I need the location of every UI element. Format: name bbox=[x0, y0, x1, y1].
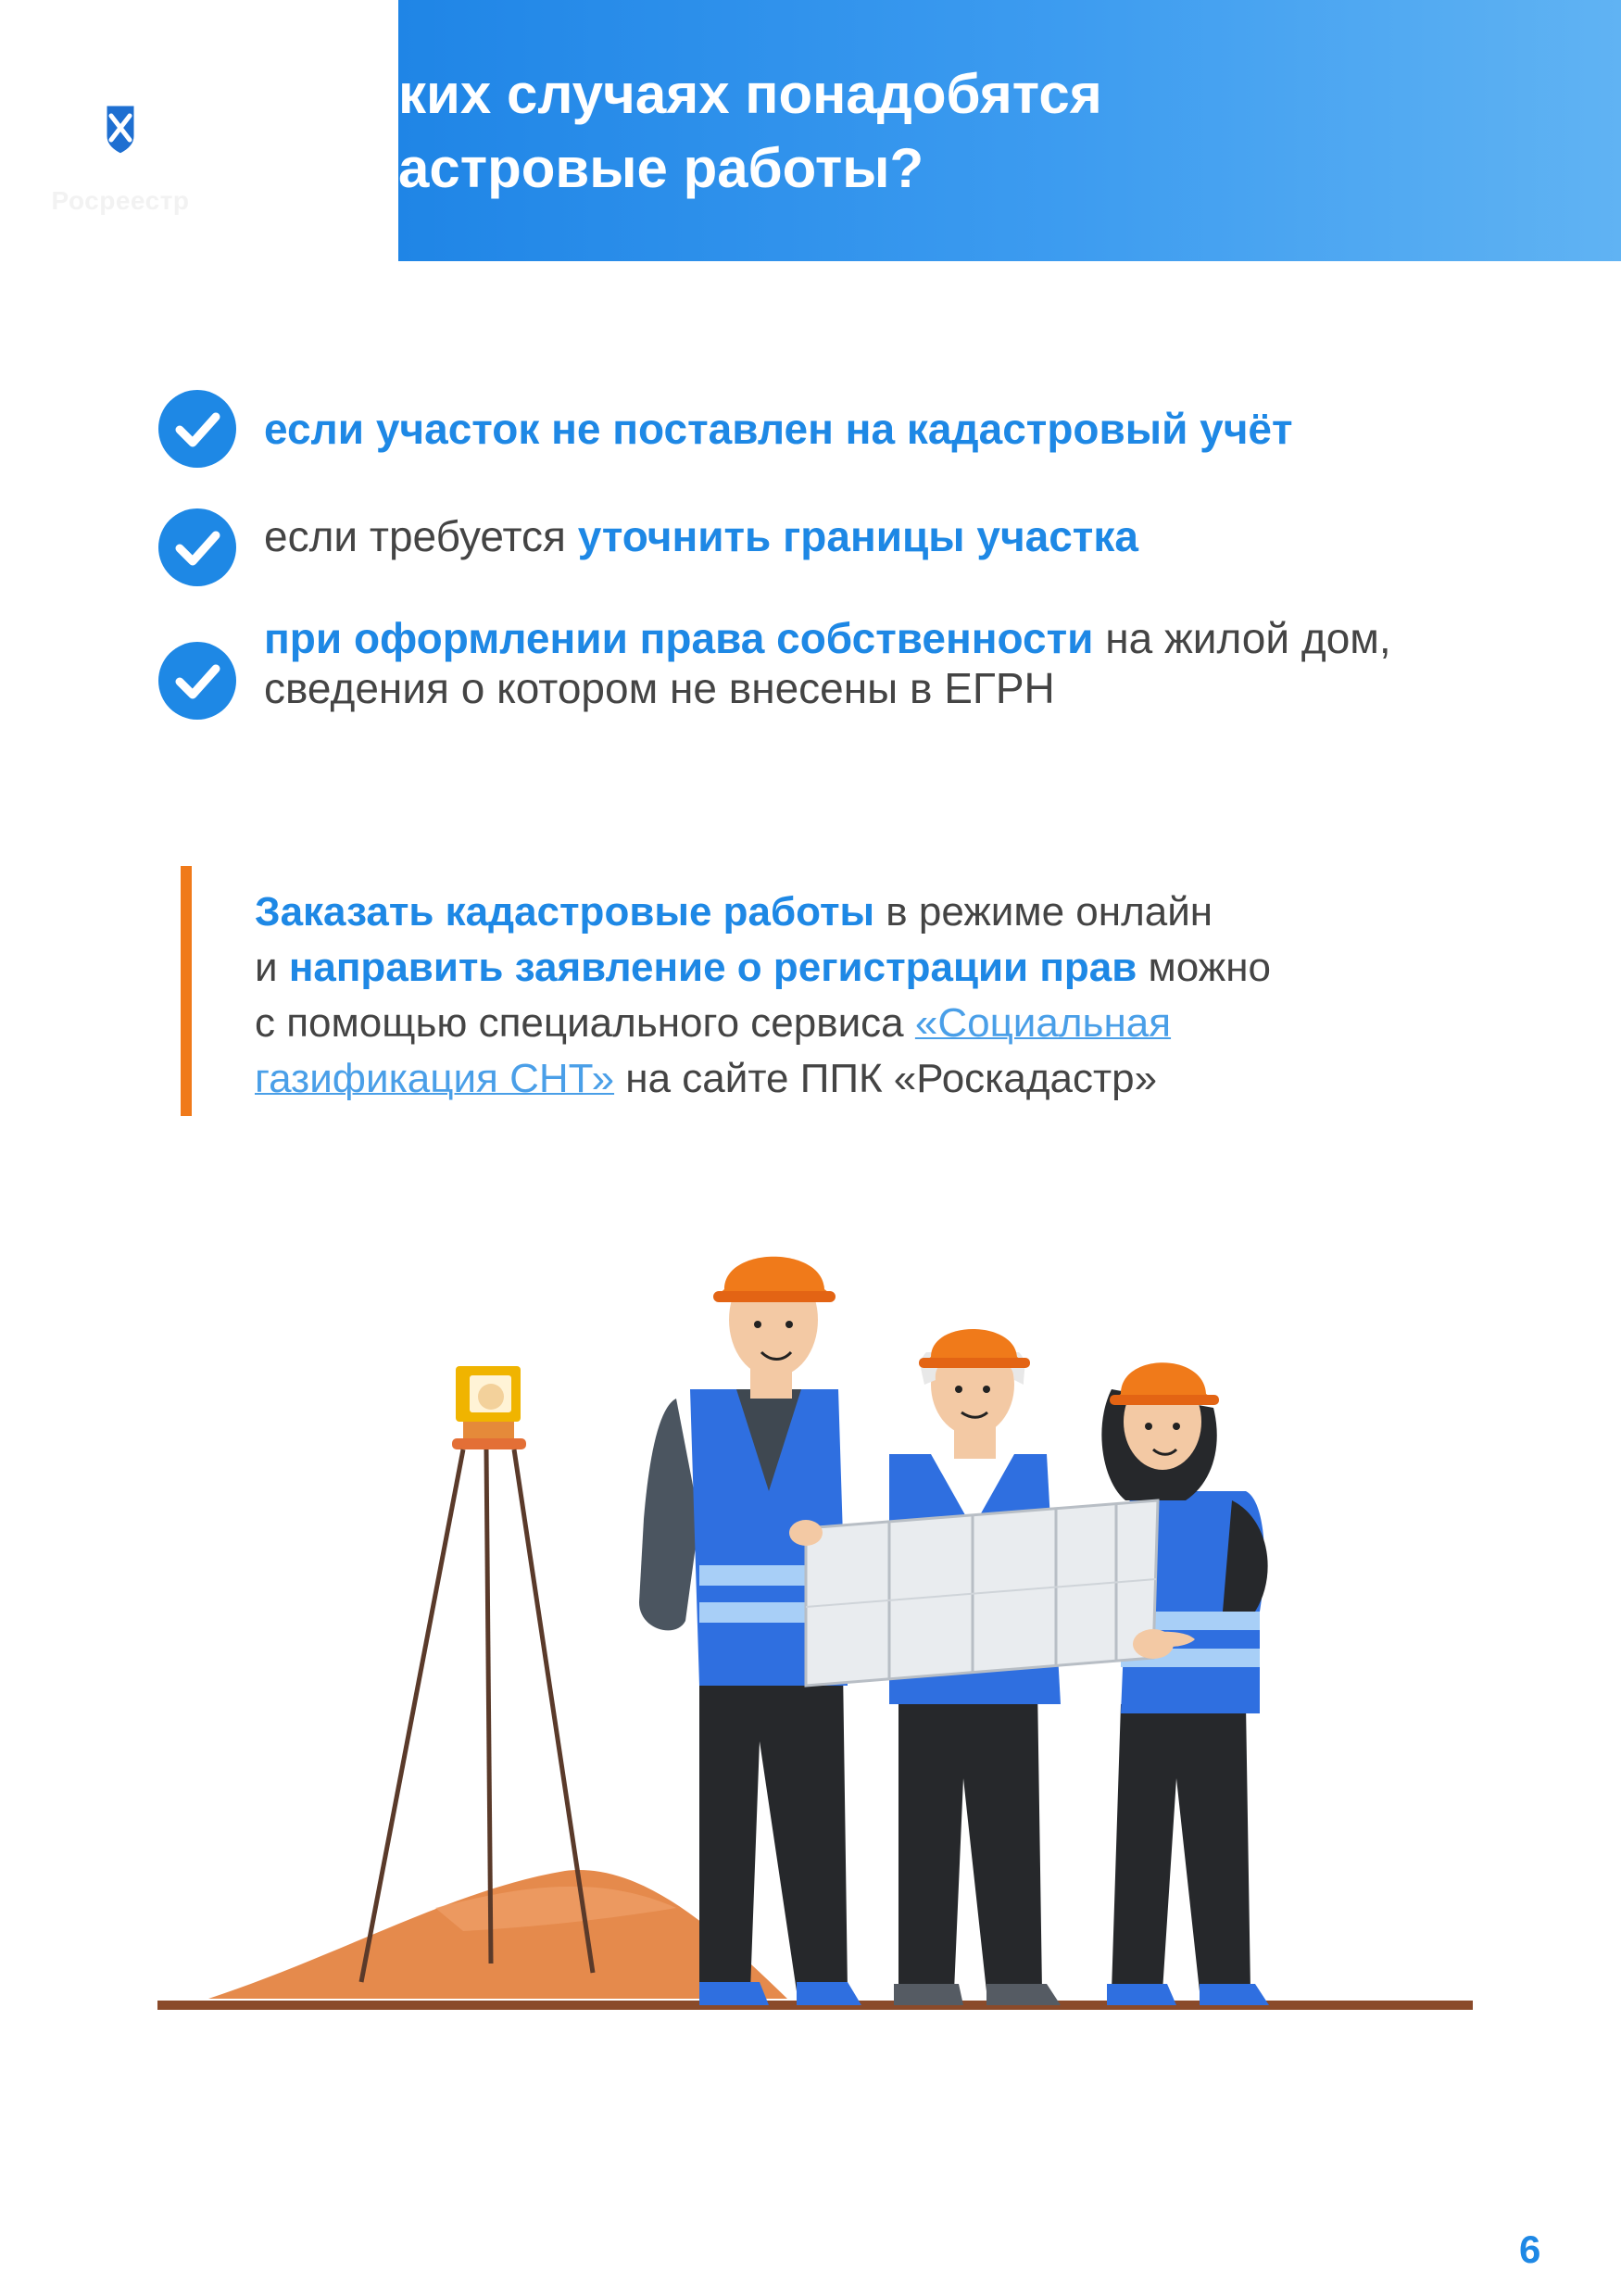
callout-text bbox=[255, 885, 1413, 1107]
map-sheet bbox=[789, 1500, 1174, 1686]
check-rest: на жилой дом, bbox=[1093, 614, 1391, 662]
callout-accent-bar bbox=[181, 866, 192, 1116]
check-line2: сведения о котором не внесены в ЕГРН bbox=[264, 664, 1055, 712]
callout-text-part: с помощью специального сервиса bbox=[255, 1000, 915, 1046]
eagle-emblem-icon bbox=[46, 51, 195, 181]
callout-highlight: Заказать кадастровые работы bbox=[255, 889, 875, 935]
check-highlight: если участок не поставлен на кадастровый учёт bbox=[264, 405, 1293, 453]
page-title bbox=[398, 57, 1602, 206]
callout-line-2 bbox=[255, 940, 1413, 996]
checkmark-circle-icon bbox=[157, 641, 237, 721]
check-highlight: уточнить границы участка bbox=[577, 512, 1138, 560]
worker-right bbox=[1101, 1362, 1269, 2005]
service-link[interactable]: «Социальная bbox=[914, 1000, 1172, 1046]
info-callout bbox=[181, 866, 1385, 1116]
service-link[interactable]: газификация СНТ» bbox=[255, 1056, 615, 1101]
check-text bbox=[264, 404, 1293, 454]
check-text bbox=[264, 613, 1391, 713]
check-prefix: если требуется bbox=[264, 512, 578, 560]
rosreestr-logo bbox=[46, 51, 195, 218]
checkmark-circle-icon bbox=[157, 508, 237, 587]
callout-highlight: направить заявление о регистрации прав bbox=[288, 945, 1137, 990]
callout-line-1 bbox=[255, 885, 1413, 940]
title-line-2: астровые работы? bbox=[398, 137, 924, 199]
title-line-1: ких случаях понадобятся bbox=[398, 63, 1102, 125]
check-highlight: при оформлении права собственности bbox=[264, 614, 1094, 662]
callout-rest: в режиме онлайн bbox=[874, 889, 1213, 935]
callout-rest: на сайте ППК «Роскадастр» bbox=[614, 1056, 1158, 1101]
callout-rest: можно bbox=[1137, 945, 1271, 990]
page-number: 6 bbox=[1519, 2227, 1541, 2271]
logo-caption: Росреестр bbox=[51, 186, 190, 215]
callout-line-3 bbox=[255, 996, 1413, 1051]
callout-prefix: и bbox=[255, 945, 289, 990]
callout-line-4 bbox=[255, 1051, 1413, 1107]
check-text bbox=[264, 511, 1138, 561]
checkmark-circle-icon bbox=[157, 389, 237, 469]
surveyors-illustration bbox=[157, 1223, 1491, 2038]
